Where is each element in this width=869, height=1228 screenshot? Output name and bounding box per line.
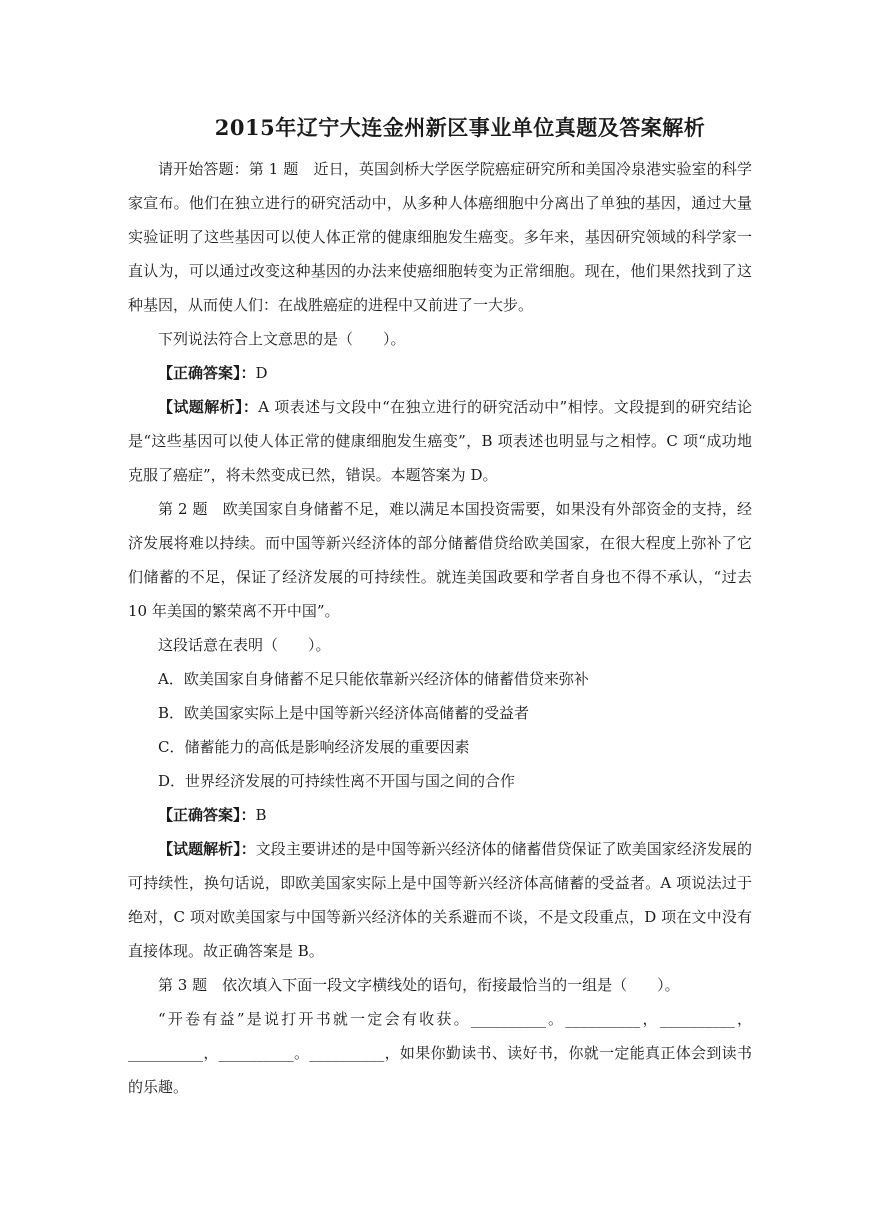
q1-analysis-label: 【试题解析】： <box>158 398 259 416</box>
q2-answer-label: 【正确答案】： <box>158 806 256 824</box>
document-title: 2015年辽宁大连金州新区事业单位真题及答案解析 <box>214 115 706 140</box>
q2-stem: 第 2 题 欧美国家自身储蓄不足，难以满足本国投资需要，如果没有外部资金的支持，经济发展将难以持续。而中国等新兴经济体的部分储蓄借贷给欧美国家，在很大程度上弥补了它们储蓄的不足，保证了经济发展的可持续性。就连美国政要和学者自身也不得不承认，“过去 10 年美国的繁荣离不开中国”。 <box>128 500 752 620</box>
document-body <box>128 152 752 1104</box>
q2-option-a: A．欧美国家自身储蓄不足只能依靠新兴经济体的储蓄借贷来弥补 <box>158 670 589 688</box>
q1-answer-value: D <box>255 364 268 382</box>
q2-analysis-label: 【试题解析】： <box>158 840 256 858</box>
q1-answer-label: 【正确答案】： <box>158 364 256 382</box>
q2-analysis <box>128 832 752 968</box>
q2-analysis-text: 文段主要讲述的是中国等新兴经济体的储蓄借贷保证了欧美国家经济发展的可持续性，换句话说，即欧美国家实际上是中国等新兴经济体高储蓄的受益者。A 项说法过于绝对，C 项对欧美国家与中国等新兴经济体的关系避而不谈，不是文段重点，D 项在文中没有直接体现。故正确答案是 B。 <box>128 840 752 960</box>
q3-stem: 第 3 题 依次填入下面一段文字横线处的语句，衔接最恰当的一组是（ ）。 <box>158 976 680 994</box>
q1-analysis-text: A 项表述与文段中“在独立进行的研究活动中”相悖。文段提到的研究结论是“这些基因可以使人体正常的健康细胞发生癌变”，B 项表述也明显与之相悖。C 项“成功地克服了癌症”，将未然变成已然，错误。本题答案为 D。 <box>128 398 752 484</box>
q1-question: 下列说法符合上文意思的是（ ）。 <box>158 330 406 348</box>
q1-stem: 请开始答题：第 1 题 近日，英国剑桥大学医学院癌症研究所和美国冷泉港实验室的科学家宣布。他们在独立进行的研究活动中，从多种人体癌细胞中分离出了单独的基因，通过大量实验证明了这些基因可以使人体正常的健康细胞发生癌变。多年来，基因研究领域的科学家一直认为，可以通过改变这种基因的办法来使癌细胞转变为正常细胞。现在，他们果然找到了这种基因，从而使人们：在战胜癌症的进程中又前进了一大步。 <box>128 160 752 314</box>
q2-answer <box>128 798 752 832</box>
q2-option-d: D．世界经济发展的可持续性离不开国与国之间的合作 <box>158 772 516 790</box>
q2-option-c: C．储蓄能力的高低是影响经济发展的重要因素 <box>158 738 470 756</box>
q2-question: 这段话意在表明（ ）。 <box>158 636 331 654</box>
q3-passage: “开卷有益”是说打开书就一定会有收获。__________。__________，__________，__________，__________。__________，如果你勤读书、读好书，你就一定能真正体会到读书的乐趣。 <box>128 1010 752 1096</box>
q2-answer-value: B <box>255 806 267 824</box>
q1-answer <box>128 356 752 390</box>
q2-option-b: B．欧美国家实际上是中国等新兴经济体高储蓄的受益者 <box>158 704 530 722</box>
q1-analysis <box>128 390 752 492</box>
